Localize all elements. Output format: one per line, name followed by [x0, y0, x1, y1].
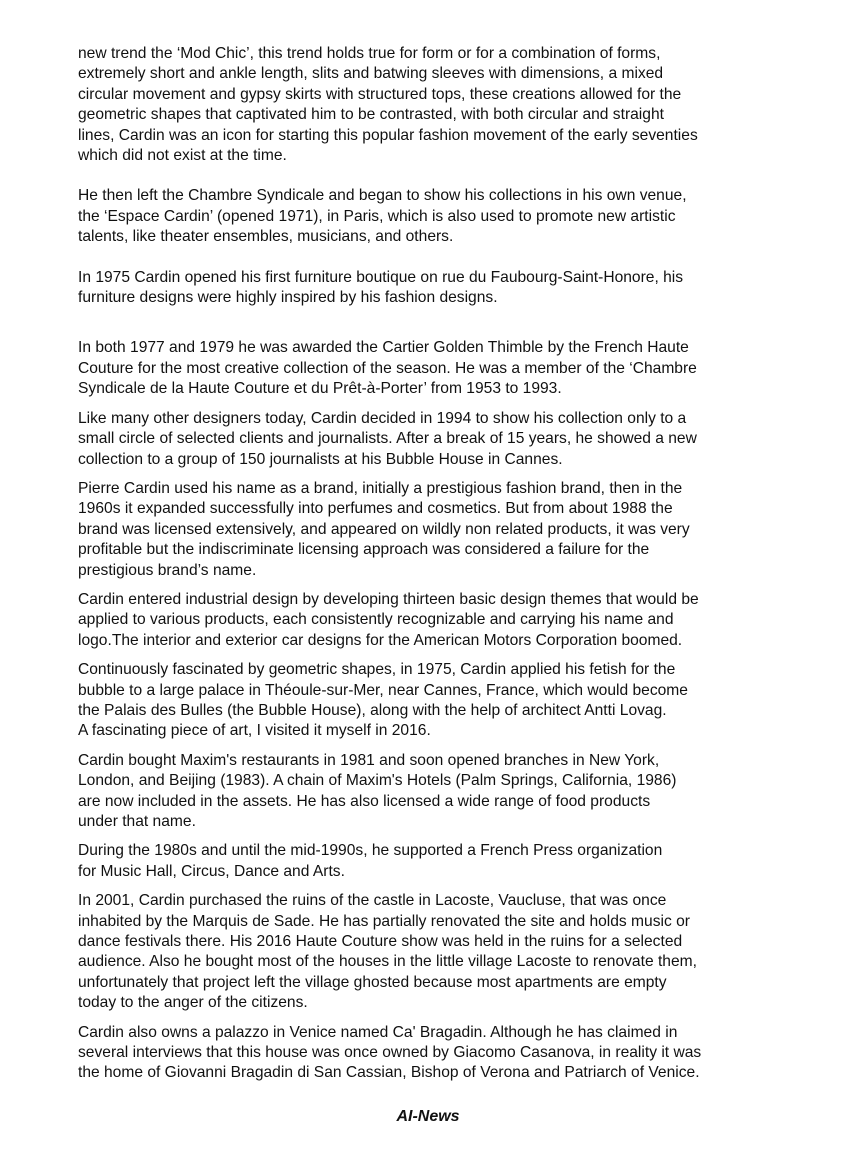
paragraph-maxims — [78, 751, 790, 833]
text-line: new trend the ‘Mod Chic’, this trend holds true for form or for a combination of forms, — [78, 45, 661, 62]
text-line: London, and Beijing (1983). A chain of Maxim's Hotels (Palm Springs, California, 1986) — [78, 772, 677, 790]
paragraph-press-organization — [78, 841, 790, 882]
text-line: unfortunately that project left the village ghosted because most apartments are empty — [78, 973, 667, 991]
paragraph-mod-chic — [78, 44, 790, 166]
paragraph-golden-thimble — [78, 338, 790, 399]
text-line: circular movement and gypsy skirts with structured tops, these creations allowed for the — [78, 85, 682, 103]
text-line: A fascinating piece of art, I visited it myself in 2016. — [78, 722, 431, 740]
text-line: Cardin bought Maxim's restaurants in 1981 and soon opened branches in New York, — [78, 751, 660, 769]
text-line: talents, like theater ensembles, musicians, and others. — [78, 228, 454, 246]
text-line: for Music Hall, Circus, Dance and Arts. — [78, 862, 345, 880]
text-line: small circle of selected clients and journalists. After a break of 15 years, he showed a new — [78, 430, 697, 448]
text-line: Cardin entered industrial design by developing thirteen basic design themes that would be — [78, 590, 699, 608]
text-line: several interviews that this house was once owned by Giacomo Casanova, in reality it was — [78, 1044, 702, 1062]
text-line: profitable but the indiscriminate licensing approach was considered a failure for the — [78, 541, 650, 559]
text-line: Syndicale de la Haute Couture et du Prêt-à-Porter’ from 1953 to 1993. — [78, 380, 562, 398]
text-line: Like many other designers today, Cardin decided in 1994 to show his collection only to a — [78, 409, 687, 427]
text-line: Couture for the most creative collection of the season. He was a member of the ‘Chambre — [78, 359, 697, 377]
text-line: Continuously fascinated by geometric shapes, in 1975, Cardin applied his fetish for the — [78, 661, 676, 679]
paragraph-lacoste-castle — [78, 891, 790, 1013]
text-line: He then left the Chambre Syndicale and began to show his collections in his own venue, — [78, 187, 687, 205]
text-line: lines, Cardin was an icon for starting this popular fashion movement of the early seventies — [78, 126, 698, 144]
paragraph-furniture-boutique — [78, 268, 790, 309]
text-line: today to the anger of the citizens. — [78, 994, 308, 1012]
text-line: 1960s it expanded successfully into perfumes and cosmetics. But from about 1988 the — [78, 500, 673, 518]
text-line: dance festivals there. His 2016 Haute Couture show was held in the ruins for a selected — [78, 933, 683, 951]
text-line: the home of Giovanni Bragadin di San Cassian, Bishop of Verona and Patriarch of Venice. — [78, 1064, 700, 1082]
paragraph-espace-cardin — [78, 186, 790, 247]
text-line: the Palais des Bulles (the Bubble House), along with the help of architect Antti Lovag. — [78, 701, 667, 719]
text-line: In 2001, Cardin purchased the ruins of the castle in Lacoste, Vaucluse, that was once — [78, 892, 667, 910]
text-line: are now included in the assets. He has also licensed a wide range of food products — [78, 792, 651, 810]
text-line: bubble to a large palace in Théoule-sur-Mer, near Cannes, France, which would become — [78, 681, 688, 699]
text-line: which did not exist at the time. — [78, 147, 287, 165]
text-line: Cardin also owns a palazzo in Venice named Ca' Bragadin. Although he has claimed in — [78, 1023, 678, 1041]
publication-footer: AI-News — [396, 1108, 460, 1125]
text-line: brand was licensed extensively, and appeared on wildly non related products, it was very — [78, 520, 690, 538]
article-body — [78, 44, 790, 1084]
text-line: geometric shapes that captivated him to be contrasted, with both circular and straight — [78, 106, 664, 124]
text-line: applied to various products, each consistently recognizable and carrying his name and — [78, 611, 674, 629]
text-line: under that name. — [78, 813, 196, 830]
text-line: In 1975 Cardin opened his first furniture boutique on rue du Faubourg-Saint-Honore, his — [78, 268, 684, 286]
paragraph-brand-licensing — [78, 479, 790, 581]
text-line: inhabited by the Marquis de Sade. He has partially renovated the site and holds music or — [78, 912, 690, 930]
text-line: During the 1980s and until the mid-1990s, he supported a French Press organization — [78, 842, 663, 860]
paragraph-bubble-house-show — [78, 409, 790, 470]
text-line: extremely short and ankle length, slits and batwing sleeves with dimensions, a mixed — [78, 65, 664, 83]
text-line: Pierre Cardin used his name as a brand, initially a prestigious fashion brand, then in the — [78, 479, 683, 497]
paragraph-venice-palazzo — [78, 1023, 790, 1084]
text-line: logo.The interior and exterior car designs for the American Motors Corporation boomed. — [78, 631, 683, 649]
text-line: furniture designs were highly inspired by his fashion designs. — [78, 289, 498, 307]
text-line: audience. Also he bought most of the houses in the little village Lacoste to renovate them, — [78, 953, 697, 971]
paragraph-palais-des-bulles — [78, 660, 790, 742]
text-line: prestigious brand’s name. — [78, 561, 257, 579]
text-line: the ‘Espace Cardin’ (opened 1971), in Paris, which is also used to promote new artistic — [78, 207, 676, 225]
text-line: In both 1977 and 1979 he was awarded the Cartier Golden Thimble by the French Haute — [78, 339, 689, 357]
paragraph-industrial-design — [78, 590, 790, 651]
text-line: collection to a group of 150 journalists at his Bubble House in Cannes. — [78, 450, 563, 468]
